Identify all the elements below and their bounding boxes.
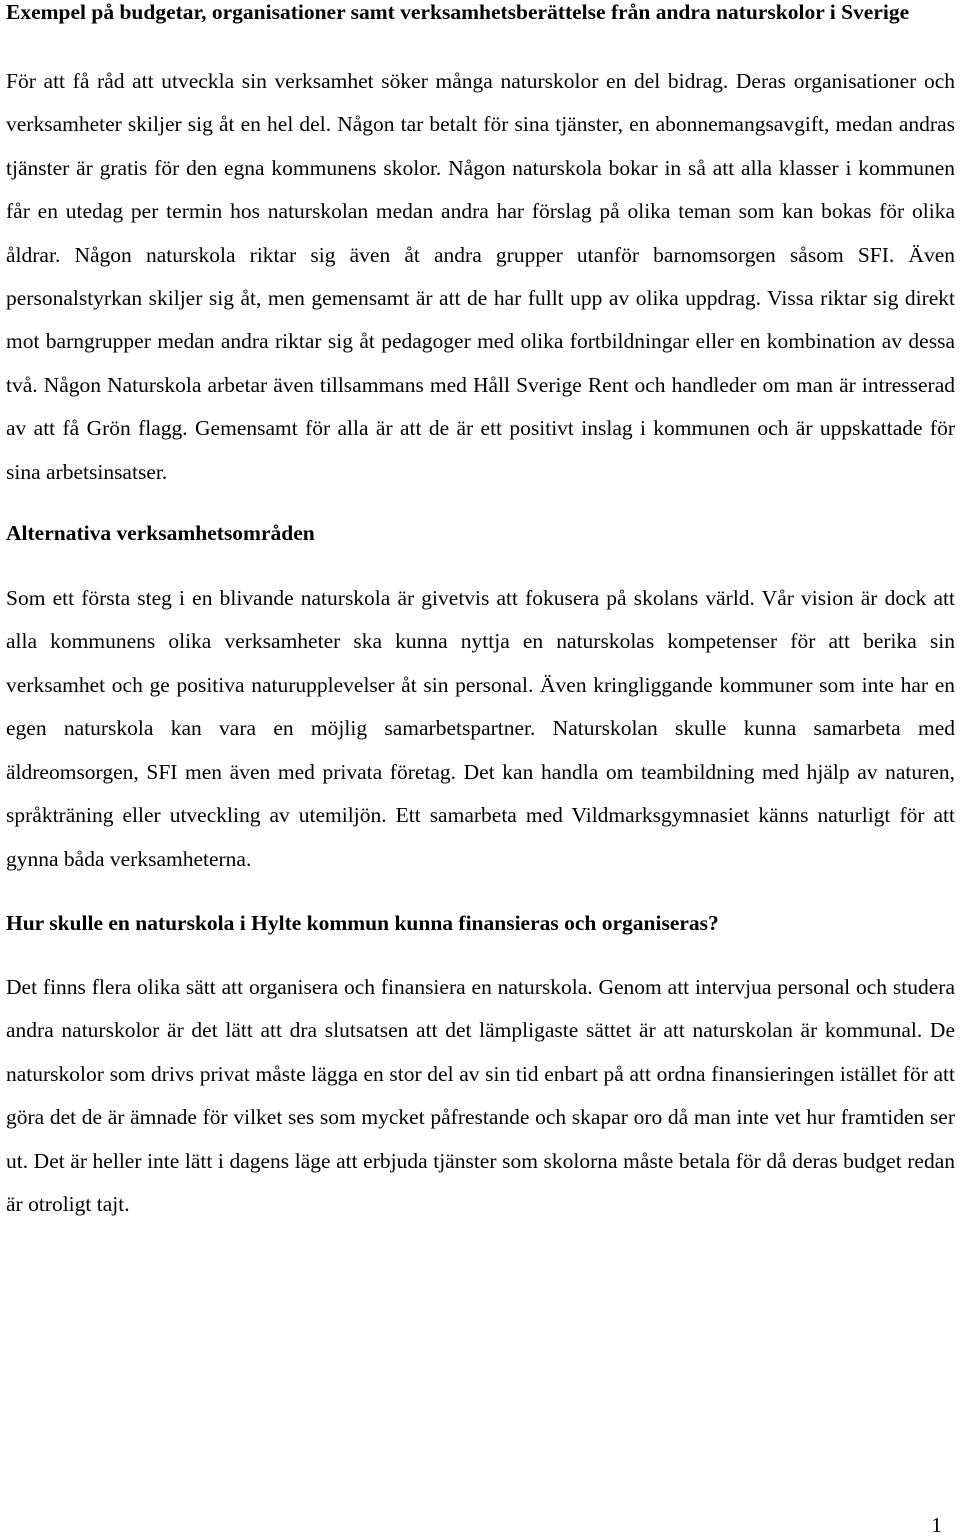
paragraph-finansiering: Det finns flera olika sätt att organisera och finansiera en naturskola. Genom att intervjua personal och studera andra naturskolor är det lätt att dra slutsatsen att det lämpligaste sättet är att naturskolan är kommunal. De naturskolor som drivs privat måste lägga en stor del av sin tid enbart på att ordna finansieringen istället för att göra det de är ämnade för vilket ses som mycket påfrestande och skapar oro då man inte vet hur framtiden ser ut. Det är heller inte lätt i dagens läge att erbjuda tjänster som skolorna måste betala för då deras budget redan är otroligt tajt. [6, 974, 955, 1216]
paragraph-intro: För att få råd att utveckla sin verksamhet söker många naturskolor en del bidrag. Deras organisationer och verksamheter skiljer sig åt en hel del. Någon tar betalt för sina tjänster, en abonnemangsavgift, medan andras tjänster är gratis för den egna kommunens skolor. Någon naturskola bokar in så att alla klasser i kommunen får en utedag per termin hos naturskolan medan andra har förslag på olika teman som kan bokas för olika åldrar. Någon naturskola riktar sig även åt andra grupper utanför barnomsorgen såsom SFI. Även personalstyrkan skiljer sig åt, men gemensamt är att de har fullt upp av olika uppdrag. Vissa riktar sig direkt mot barngrupper medan andra riktar sig åt pedagoger med olika fortbildningar eller en kombination av dessa två. Någon Naturskola arbetar även tillsammans med Håll Sverige Rent och handleder om man är intresserad av att få Grön flagg. Gemensamt för alla är att de är ett positivt inslag i kommunen och är uppskattade för sina arbetsinsatser. [6, 69, 955, 484]
document-title: Exempel på budgetar, organisationer samt verksamhetsberättelse från andra naturskolor i Sverige [6, 0, 910, 24]
page-number: 1 [931, 1513, 942, 1537]
section-heading-alternativa: Alternativa verksamhetsområden [6, 521, 315, 546]
section-heading-finansiering: Hur skulle en naturskola i Hylte kommun kunna finansieras och organiseras? [6, 910, 719, 935]
paragraph-alternativa: Som ett första steg i en blivande naturskola är givetvis att fokusera på skolans värld. Vår vision är dock att alla kommunens olika verksamheter ska kunna nyttja en naturskolas kompetenser för att berika sin verksamhet och ge positiva naturupplevelser åt sin personal. Även kringliggande kommuner som inte har en egen naturskola kan vara en möjlig samarbetspartner. Naturskolan skulle kunna samarbeta med äldreomsorgen, SFI men även med privata företag. Det kan handla om teambildning med hjälp av naturen, språkträning eller utveckling av utemiljön. Ett samarbeta med Vildmarksgymnasiet känns naturligt för att gynna båda verksamheterna. [6, 586, 955, 871]
document-page [6, 0, 955, 1226]
